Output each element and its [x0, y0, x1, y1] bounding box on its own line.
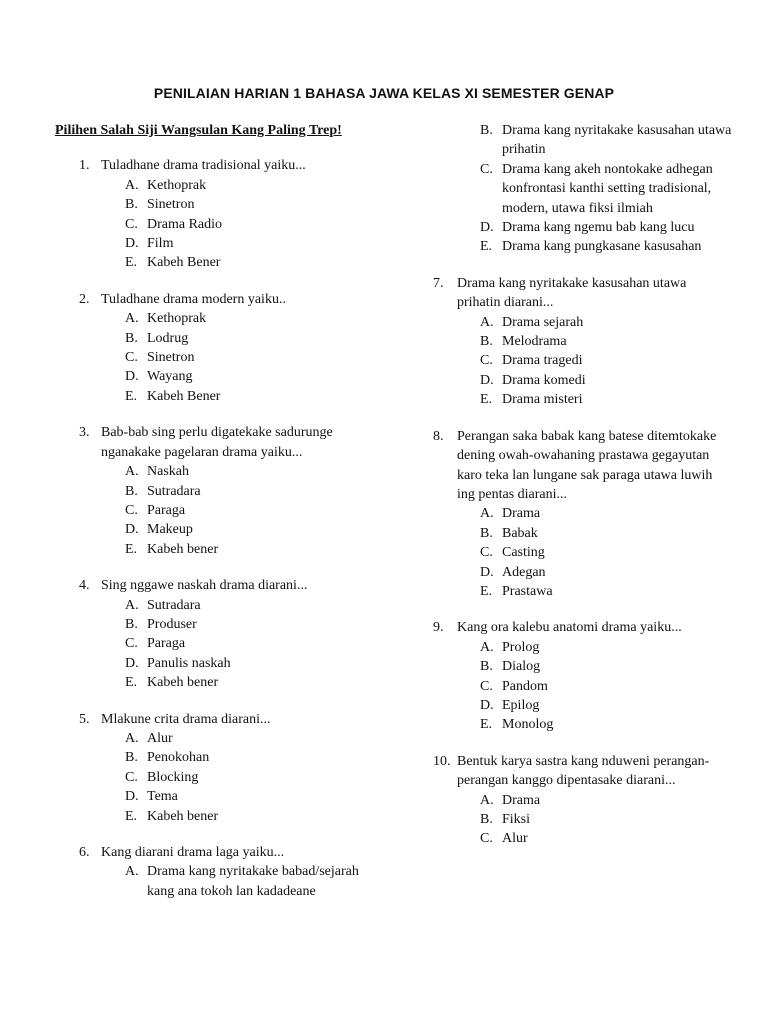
option-text: Kabeh bener: [147, 541, 219, 557]
option-text: Adegan: [502, 564, 546, 580]
option-list: [433, 313, 733, 410]
option-list: [433, 791, 733, 849]
answer-option: [55, 309, 385, 328]
question-number: 6.: [79, 845, 90, 860]
option-text: Kethoprak: [147, 177, 207, 193]
option-text: Monolog: [502, 717, 554, 733]
option-letter: C.: [125, 350, 138, 366]
answer-option: [55, 615, 385, 634]
option-letter: B.: [480, 525, 493, 541]
option-text: Dialog: [502, 659, 541, 675]
option-list: [55, 176, 385, 273]
option-text: Sinetron: [147, 350, 195, 366]
question-item: [55, 156, 385, 272]
question-text: Perangan saka babak kang batese ditemtokake dening owah-owahaning prastawa gegayutan karo teka lan lungane sak paraga utawa luwih ing pentas diarani...: [457, 428, 717, 502]
option-letter: E.: [125, 388, 138, 404]
right-column: [433, 121, 733, 866]
option-text: Melodrama: [502, 334, 567, 350]
option-list: [433, 638, 733, 735]
option-letter: B.: [125, 750, 138, 766]
answer-option: [433, 371, 733, 390]
option-letter: D.: [125, 522, 139, 538]
option-letter: C.: [125, 502, 138, 518]
option-list: [55, 596, 385, 693]
option-text: Casting: [502, 545, 545, 561]
option-text: Naskah: [147, 464, 189, 480]
answer-option: [433, 351, 733, 370]
answer-option: [433, 810, 733, 829]
option-text: Makeup: [147, 522, 193, 538]
option-letter: A.: [480, 639, 494, 655]
question-item: [433, 274, 733, 410]
option-letter: E.: [480, 583, 493, 599]
option-letter: D.: [125, 236, 139, 252]
option-text: Drama misteri: [502, 392, 583, 408]
question-stem: [55, 576, 385, 595]
answer-option: [55, 462, 385, 481]
answer-option: [433, 504, 733, 523]
option-text: Sutradara: [147, 483, 201, 499]
option-letter: B.: [480, 659, 493, 675]
answer-option: [433, 563, 733, 582]
question-text: Drama kang nyritakake kasusahan utawa prihatin diarani...: [457, 275, 687, 311]
option-letter: A.: [480, 314, 494, 330]
left-column: [55, 121, 385, 918]
option-letter: B.: [125, 616, 138, 632]
question-item: [433, 752, 733, 849]
question-item: [55, 576, 385, 692]
question-stem: [55, 423, 385, 462]
option-letter: C.: [480, 545, 493, 561]
option-list: [55, 862, 385, 901]
option-letter: B.: [480, 812, 493, 827]
option-text: Alur: [147, 730, 173, 746]
option-text: Drama kang ngemu bab kang lucu: [502, 220, 695, 236]
option-list: [55, 462, 385, 559]
option-letter: A.: [125, 177, 139, 193]
answer-option: [433, 313, 733, 332]
question-item: [433, 427, 733, 602]
question-text: Bab-bab sing perlu digatekake sadurunge nganakake pagelaran drama yaiku...: [101, 425, 333, 460]
right-question-list: [433, 274, 733, 849]
question-number: 1.: [79, 158, 90, 174]
option-letter: B.: [480, 123, 493, 138]
option-text: Wayang: [147, 369, 193, 385]
option-text: Produser: [147, 616, 197, 632]
option-letter: D.: [480, 697, 494, 713]
answer-option: [55, 540, 385, 559]
answer-option: [433, 160, 733, 218]
option-letter: A.: [125, 730, 139, 746]
answer-option: [433, 696, 733, 715]
option-text: Drama sejarah: [502, 314, 584, 330]
answer-option: [433, 390, 733, 409]
option-text: Kabeh bener: [147, 808, 219, 824]
answer-option: [55, 807, 385, 826]
option-text: Panulis naskah: [147, 655, 231, 671]
answer-option: [55, 729, 385, 748]
answer-option: [55, 348, 385, 367]
answer-option: [433, 791, 733, 810]
answer-option: [55, 329, 385, 348]
instruction: Pilihen Salah Siji Wangsulan Kang Paling Trep!: [55, 123, 342, 138]
option-letter: B.: [125, 330, 138, 346]
answer-option: [433, 121, 733, 160]
option-letter: A.: [480, 506, 494, 522]
answer-option: [55, 748, 385, 767]
option-letter: C.: [480, 678, 493, 694]
option-text: Sinetron: [147, 197, 195, 213]
question-text: Mlakune crita drama diarani...: [101, 711, 271, 727]
answer-option: [433, 524, 733, 543]
answer-option: [55, 482, 385, 501]
option-letter: E.: [125, 255, 138, 271]
option-text: Kabeh bener: [147, 675, 219, 691]
option-letter: E.: [480, 239, 493, 255]
option-letter: E.: [125, 675, 138, 691]
option-letter: C.: [125, 636, 138, 652]
question-stem: [433, 752, 733, 791]
option-text: Kethoprak: [147, 311, 207, 327]
question-stem: [55, 156, 385, 175]
question-text: Bentuk karya sastra kang nduweni perangan-perangan kanggo dipentasake diarani...: [457, 753, 710, 789]
option-letter: E.: [480, 717, 493, 733]
option-text: Drama komedi: [502, 372, 586, 388]
option-text: Tema: [147, 789, 178, 805]
option-letter: D.: [480, 372, 494, 388]
option-letter: D.: [125, 789, 139, 805]
option-text: Drama kang nyritakake babad/sejarah kang ana tokoh lan kadadeane: [147, 864, 359, 899]
question-number: 2.: [79, 291, 90, 307]
answer-option: [433, 582, 733, 601]
option-text: Drama kang pungkasane kasusahan: [502, 239, 702, 255]
answer-option: [433, 543, 733, 562]
option-letter: A.: [125, 597, 139, 613]
option-text: Drama tragedi: [502, 353, 583, 369]
question-item: [55, 423, 385, 559]
option-list: [433, 504, 733, 601]
option-text: Lodrug: [147, 330, 189, 346]
question-number: 9.: [433, 620, 444, 636]
option-list: [55, 729, 385, 826]
option-letter: A.: [125, 864, 139, 880]
answer-option: [433, 677, 733, 696]
answer-option: [55, 673, 385, 692]
option-text: Drama kang nyritakake kasusahan utawa prihatin: [502, 123, 732, 158]
answer-option: [55, 253, 385, 272]
question-stem: [433, 618, 733, 637]
option-letter: C.: [480, 353, 493, 369]
question-item: [55, 843, 385, 901]
option-letter: D.: [125, 369, 139, 385]
question-number: 4.: [79, 578, 90, 594]
question-stem: [433, 274, 733, 313]
option-letter: B.: [125, 483, 138, 499]
question-stem: [55, 710, 385, 729]
answer-option: [55, 862, 385, 901]
answer-option: [55, 215, 385, 234]
option-text: Drama: [502, 792, 541, 808]
answer-option: [55, 768, 385, 787]
answer-option: [55, 195, 385, 214]
option-list: [55, 309, 385, 406]
option-letter: A.: [125, 311, 139, 327]
option-letter: E.: [125, 808, 138, 824]
question-number: 8.: [433, 428, 444, 444]
option-text: Prastawa: [502, 583, 553, 599]
option-letter: D.: [125, 655, 139, 671]
question-text: Tuladhane drama modern yaiku..: [101, 291, 286, 307]
answer-option: [55, 654, 385, 673]
option-letter: C.: [125, 216, 138, 232]
answer-option: [55, 367, 385, 386]
question-number: 5.: [79, 711, 90, 727]
option-letter: E.: [480, 392, 493, 408]
option-text: Kabeh Bener: [147, 388, 221, 404]
option-letter: D.: [480, 220, 494, 236]
option-letter: C.: [480, 831, 493, 847]
answer-option: [433, 218, 733, 237]
option-text: Prolog: [502, 639, 540, 655]
question-stem: [55, 290, 385, 309]
question-item: [55, 290, 385, 406]
answer-option: [55, 387, 385, 406]
option-letter: C.: [480, 161, 493, 177]
answer-option: [55, 501, 385, 520]
option-letter: B.: [480, 334, 493, 350]
left-question-list: [55, 156, 385, 901]
option-letter: A.: [480, 792, 494, 808]
option-letter: B.: [125, 197, 138, 213]
answer-option: [55, 787, 385, 806]
option-text: Pandom: [502, 678, 548, 694]
question-text: Kang ora kalebu anatomi drama yaiku...: [457, 620, 682, 636]
question-text: Kang diarani drama laga yaiku...: [101, 845, 285, 860]
question-text: Sing nggawe naskah drama diarani...: [101, 578, 308, 594]
answer-option: [55, 634, 385, 653]
answer-option: [55, 176, 385, 195]
question-6-continued: [433, 121, 733, 257]
option-text: Drama: [502, 506, 541, 522]
answer-option: [433, 715, 733, 734]
question-number: 3.: [79, 425, 90, 441]
option-letter: D.: [480, 564, 494, 580]
option-text: Babak: [502, 525, 538, 541]
question-stem: [55, 843, 385, 862]
question-text: Tuladhane drama tradisional yaiku...: [101, 158, 306, 174]
question-item: [55, 710, 385, 826]
answer-option: [433, 657, 733, 676]
option-text: Penokohan: [147, 750, 210, 766]
question-number: 10.: [433, 753, 451, 769]
answer-option: [433, 237, 733, 256]
answer-option: [55, 596, 385, 615]
option-letter: A.: [125, 464, 139, 480]
option-text: Blocking: [147, 769, 199, 785]
page-title: PENILAIAN HARIAN 1 BAHASA JAWA KELAS XI SEMESTER GENAP: [153, 85, 615, 101]
option-letter: E.: [125, 541, 138, 557]
option-list: [433, 121, 733, 257]
answer-option: [55, 234, 385, 253]
answer-option: [433, 638, 733, 657]
question-item: [433, 618, 733, 734]
answer-option: [433, 332, 733, 351]
option-text: Paraga: [147, 636, 186, 652]
option-text: Drama Radio: [147, 216, 223, 232]
option-text: Fiksi: [502, 812, 531, 827]
option-text: Film: [147, 236, 174, 252]
option-text: Kabeh Bener: [147, 255, 221, 271]
question-stem: [433, 427, 733, 505]
question-number: 7.: [433, 275, 444, 291]
option-text: Alur: [502, 831, 528, 847]
option-text: Epilog: [502, 697, 540, 713]
answer-option: [55, 520, 385, 539]
option-text: Drama kang akeh nontokake adhegan konfrontasi kanthi setting tradisional, modern, utawa fiksi ilmiah: [502, 161, 713, 216]
answer-option: [433, 829, 733, 848]
option-text: Paraga: [147, 502, 186, 518]
option-text: Sutradara: [147, 597, 201, 613]
option-letter: C.: [125, 769, 138, 785]
